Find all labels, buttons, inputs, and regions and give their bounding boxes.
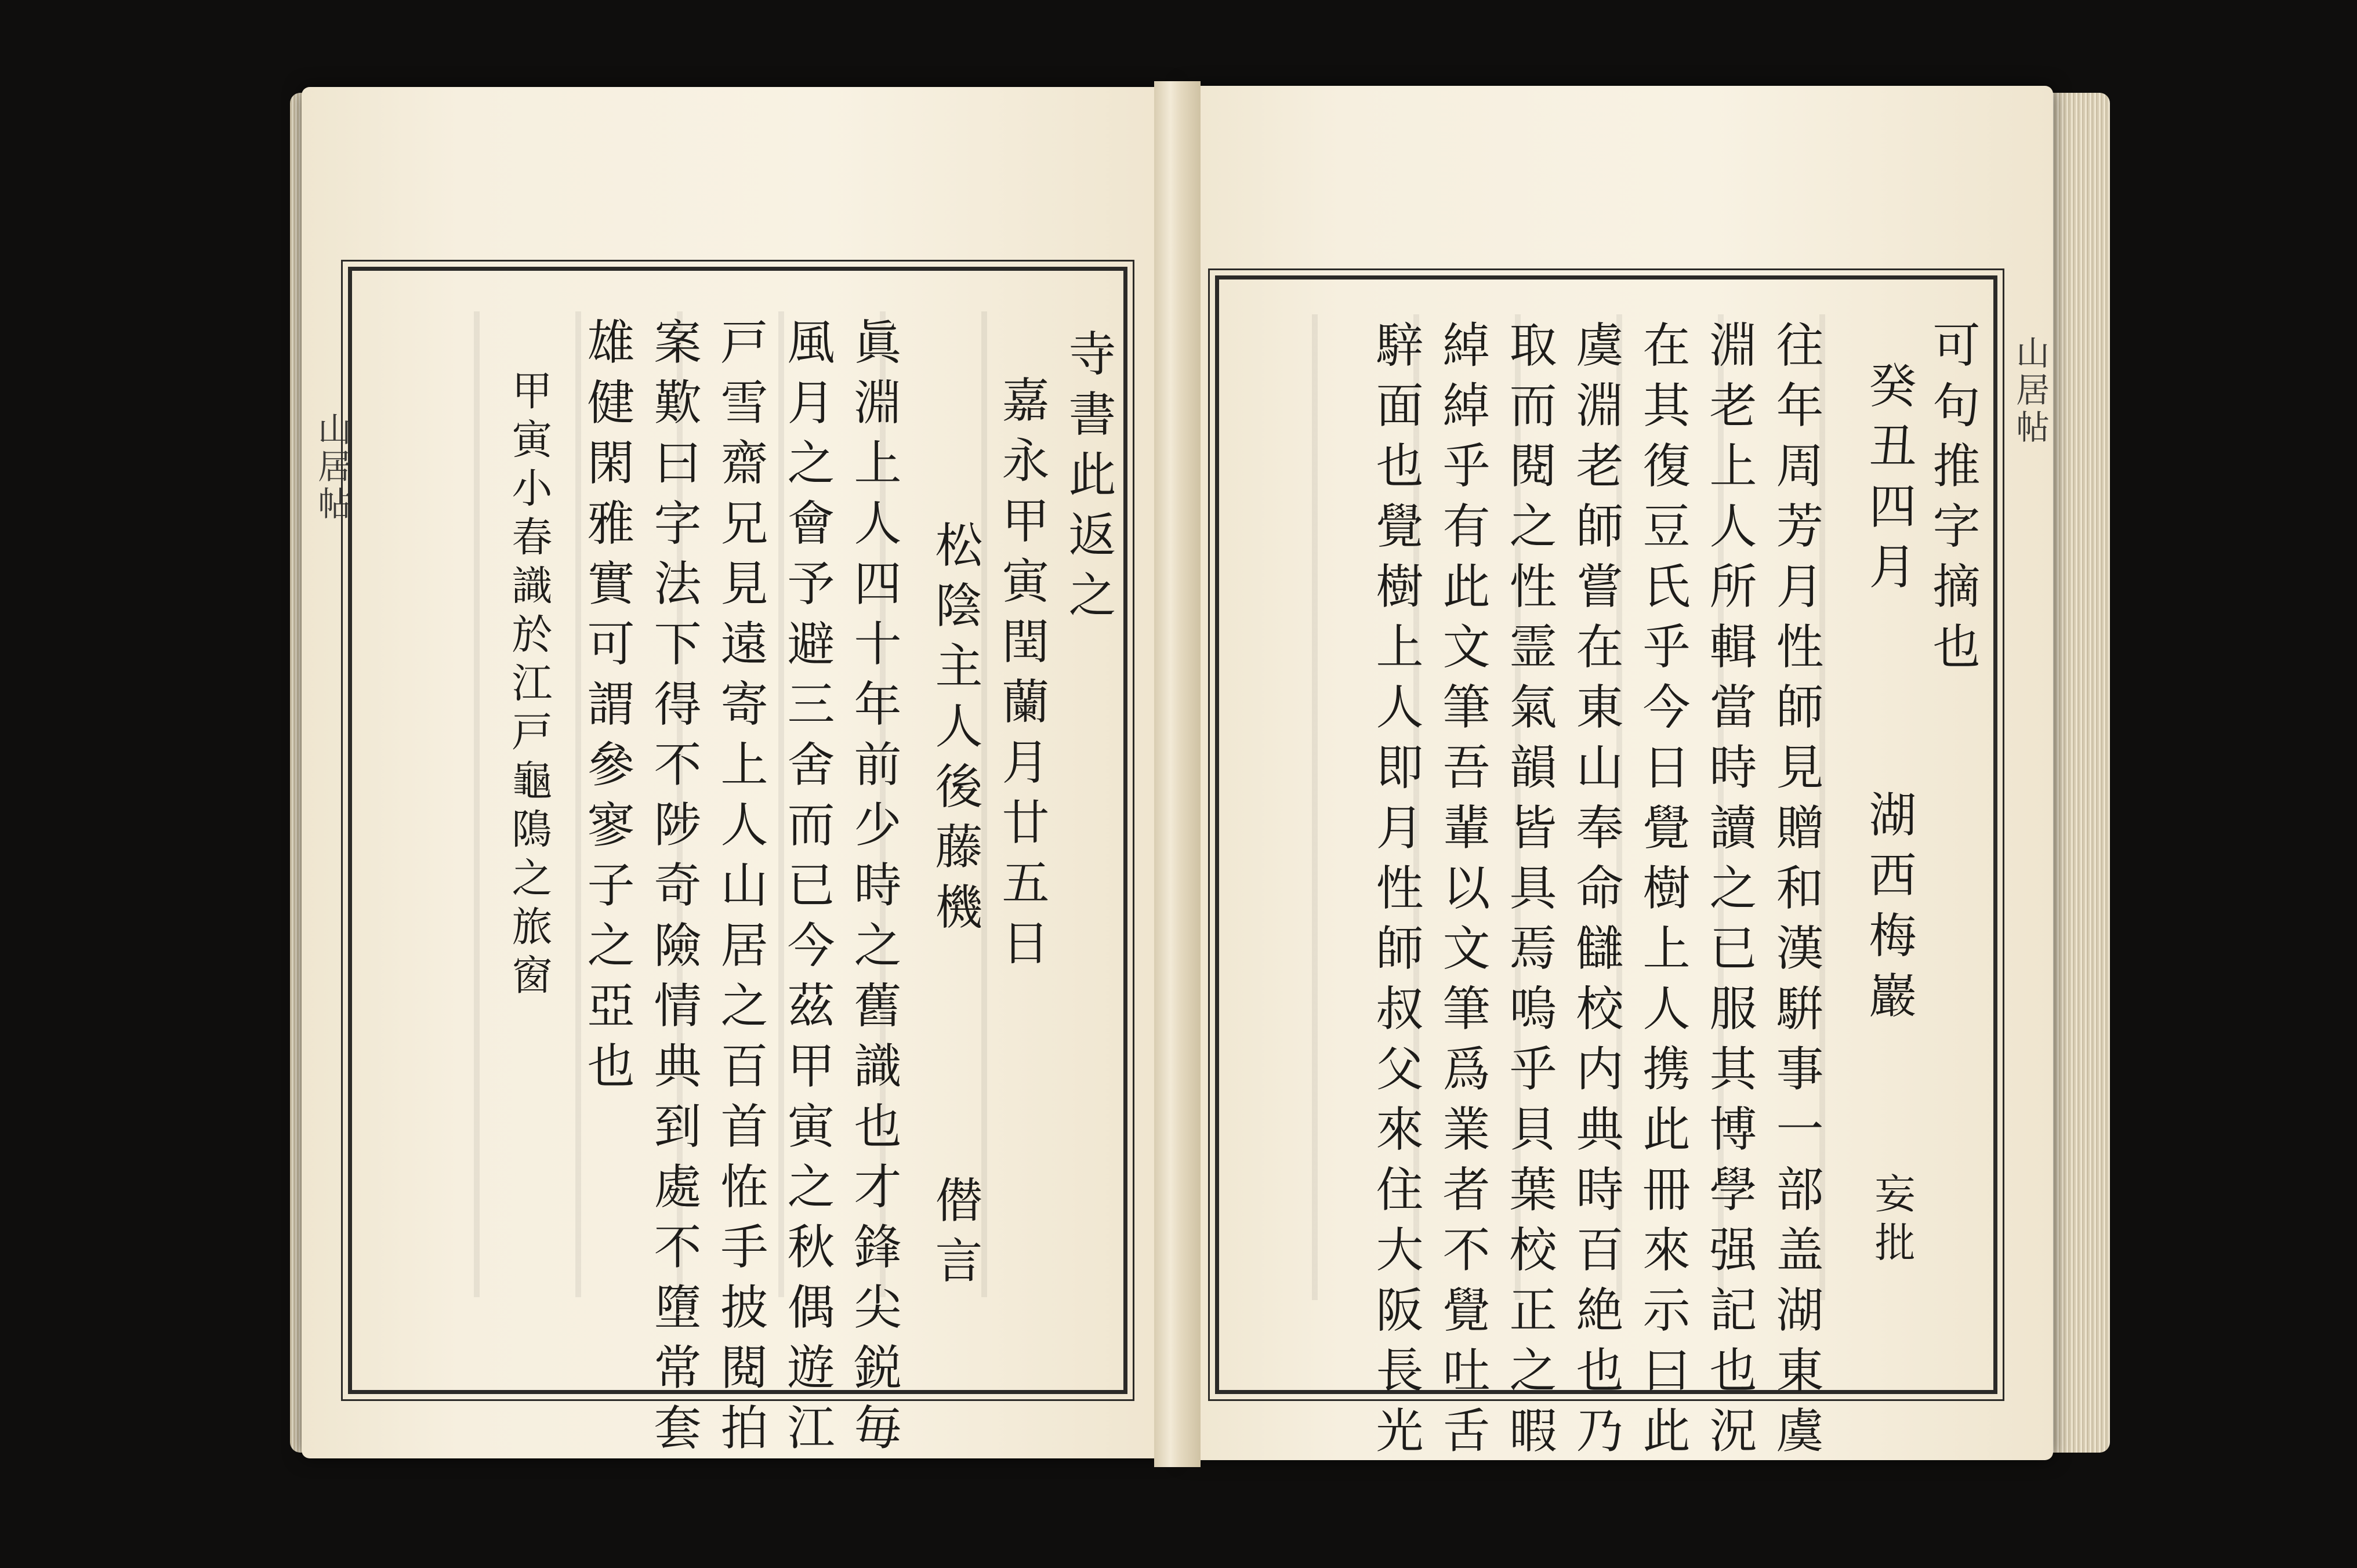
- text-column: 淵老上人所輯當時讀之已服其博學强記也況: [1702, 320, 1757, 1466]
- left-margin-title: 山居帖: [312, 412, 351, 523]
- text-column: 松陰主人後藤機: [927, 520, 982, 942]
- text-column: 在其復豆氏乎今日覺樹上人携此冊來示曰此: [1635, 320, 1690, 1466]
- right-margin-title: 山居帖: [2010, 335, 2050, 447]
- text-column: 雄健閑雅實可謂參寥子之亞也: [579, 317, 634, 1101]
- right-text-frame: [1215, 275, 1997, 1466]
- left-text-frame: [348, 267, 1127, 1463]
- text-column: 眞淵上人四十年前少時之舊識也才鋒尖鋭毎: [846, 317, 901, 1463]
- text-column: 妄批: [1868, 1173, 1916, 1270]
- book-gutter: [1154, 81, 1201, 1467]
- text-column: 取而閱之性霊氣韻皆具焉嗚乎貝葉校正之暇: [1502, 320, 1557, 1466]
- text-column: 甲寅小春識於江戸龜隝之旅窗: [505, 369, 553, 1003]
- text-column: 風月之會予避三舍而已今茲甲寅之秋偶遊江: [779, 317, 835, 1463]
- text-column: 僣言: [927, 1175, 982, 1296]
- text-column: 綽綽乎有此文筆吾輩以文筆爲業者不覺吐舌: [1435, 320, 1490, 1466]
- text-column: 案歎曰字法下得不陟奇險情典到處不墮常套: [646, 317, 701, 1463]
- text-column: 往年周芳月性師見贈和漢騈事一部盖湖東虞: [1768, 320, 1823, 1466]
- text-column: 寺書此返之: [1061, 329, 1116, 630]
- right-page-edges: [2046, 93, 2110, 1453]
- text-column: 騂面也覺樹上人即月性師叔父來住大阪長光: [1368, 320, 1423, 1466]
- text-column: 湖西梅巖: [1861, 790, 1916, 1031]
- text-column: 癸丑四月: [1861, 361, 1916, 602]
- text-column: 嘉永甲寅閏蘭月廿五日: [994, 375, 1049, 978]
- text-column: 可句推字摘也: [1925, 320, 1980, 682]
- text-column: 虞淵老師嘗在東山奉命讎校内典時百絶也乃: [1568, 320, 1623, 1466]
- text-column: 戸雪齋兄見遠寄上人山居之百首恠手披閱拍: [713, 317, 768, 1463]
